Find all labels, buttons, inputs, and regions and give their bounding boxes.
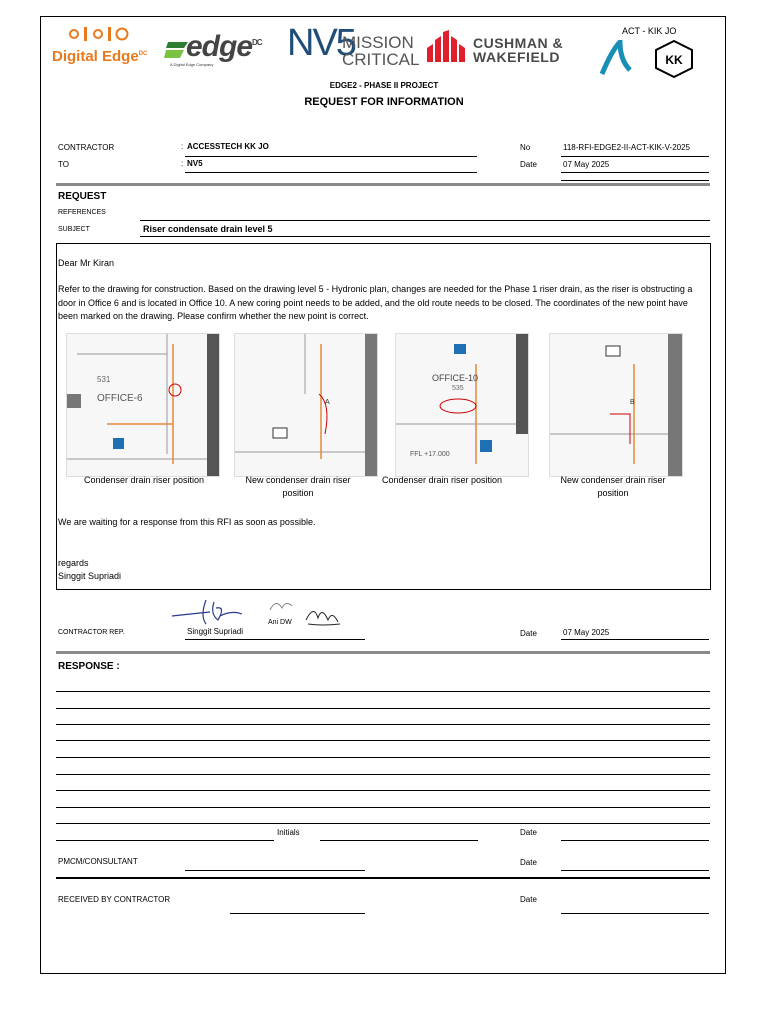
edge-text: edge — [186, 30, 253, 63]
edge-logo — [164, 32, 279, 72]
rep-second-name: Ani DW — [268, 619, 292, 626]
contractor-rep-name: Singgit Supriadi — [187, 627, 244, 636]
project-title: EDGE2 - PHASE II PROJECT — [329, 81, 439, 90]
response-heading: RESPONSE : — [58, 661, 120, 672]
kik-hex-icon — [654, 40, 694, 78]
caption-4: New condenser drain riser position — [560, 475, 666, 498]
digital-edge-mark-icon — [68, 24, 148, 44]
signature-2-icon — [266, 596, 296, 616]
document-title: REQUEST FOR INFORMATION — [304, 96, 464, 108]
caption-3: Condenser drain riser position — [381, 475, 503, 485]
drawing-3 — [395, 333, 529, 477]
rfi-no-label: No — [520, 143, 531, 152]
office10-num: 535 — [452, 385, 464, 392]
nv5-logo — [287, 22, 420, 74]
svg-text:KK: KK — [665, 53, 683, 67]
cushman-building-icon — [427, 30, 467, 62]
salutation: Dear Mr Kiran — [58, 258, 115, 268]
subject-label: SUBJECT — [58, 226, 90, 233]
contractor-colon: : — [181, 142, 184, 151]
svg-text:A: A — [325, 399, 330, 406]
critical-text: CRITICAL — [342, 50, 420, 69]
signer-name: Singgit Supriadi — [58, 571, 122, 581]
rfi-date-value: 07 May 2025 — [563, 160, 610, 169]
office6-label: OFFICE-6 — [97, 393, 143, 404]
signature-1-icon — [170, 596, 246, 628]
digital-edge-sup: DC — [138, 51, 148, 57]
act-a-icon — [600, 40, 636, 76]
subject-value: Riser condensate drain level 5 — [143, 224, 273, 234]
edge-subtext: A Digital Edge Company — [170, 62, 214, 67]
received-by-label: RECEIVED BY CONTRACTOR — [58, 895, 171, 904]
svg-text:B: B — [630, 399, 635, 406]
drawing-2 — [234, 333, 378, 477]
cushman-wakefield-logo — [427, 30, 577, 66]
contractor-value: ACCESSTECH KK JO — [187, 142, 269, 151]
references-label: REFERENCES — [58, 209, 106, 216]
to-value: NV5 — [187, 159, 203, 168]
office6-num: 531 — [97, 375, 111, 384]
to-label: TO — [58, 160, 69, 169]
mission-text: MISSION — [342, 33, 414, 52]
rfi-date-label: Date — [520, 160, 537, 169]
drawing-1 — [66, 333, 220, 477]
contractor-rep-date-value: 07 May 2025 — [563, 628, 610, 637]
rfi-no-value: 118-RFI-EDGE2-II-ACT-KIK-V-2025 — [563, 143, 690, 152]
contractor-rep-label: CONTRACTOR REP. — [58, 629, 125, 636]
contractor-rep-date-label: Date — [520, 629, 537, 638]
office10-label: OFFICE-10 — [432, 373, 479, 383]
to-colon: : — [181, 159, 184, 168]
regards-text: regards — [58, 558, 89, 568]
act-kik-label: ACT - KIK JO — [622, 26, 677, 36]
pmcm-label: PMCM/CONSULTANT — [58, 857, 138, 866]
signature-3-icon — [302, 600, 342, 630]
nv5-text: NV5 — [287, 22, 355, 64]
wakefield-text: WAKEFIELD — [473, 49, 560, 65]
request-heading: REQUEST — [58, 191, 107, 202]
drawing-4 — [549, 333, 683, 477]
digital-edge-text: Digital Edge — [52, 48, 139, 65]
edge-sup: DC — [252, 38, 262, 47]
pmcm-date-label: Date — [520, 858, 537, 867]
cushman-text: CUSHMAN & — [473, 35, 564, 51]
response-date-label: Date — [520, 828, 537, 837]
caption-2: New condenser drain riser position — [245, 475, 351, 498]
digital-edge-logo — [52, 24, 164, 70]
initials-label: Initials — [277, 828, 300, 837]
caption-1: Condenser drain riser position — [83, 475, 205, 485]
contractor-label: CONTRACTOR — [58, 143, 115, 152]
request-paragraph: Refer to the drawing for construction. Based on the drawing level 5 - Hydronic plan, changes are needed for the Phase 1 riser drain, as the riser is obstructing a door in Office 6 and is located in Office 10. A new coring point needs to be added, and the old route needs to be closed. The coordinates of the new point have been marked on the drawing. Please confirm whether the new point is correct. — [58, 284, 693, 321]
act-kik-logo — [598, 26, 708, 78]
ffl-label: FFL +17.000 — [410, 451, 450, 458]
closing-text: We are waiting for a response from this RFI as soon as possible. — [58, 517, 316, 527]
received-date-label: Date — [520, 895, 537, 904]
